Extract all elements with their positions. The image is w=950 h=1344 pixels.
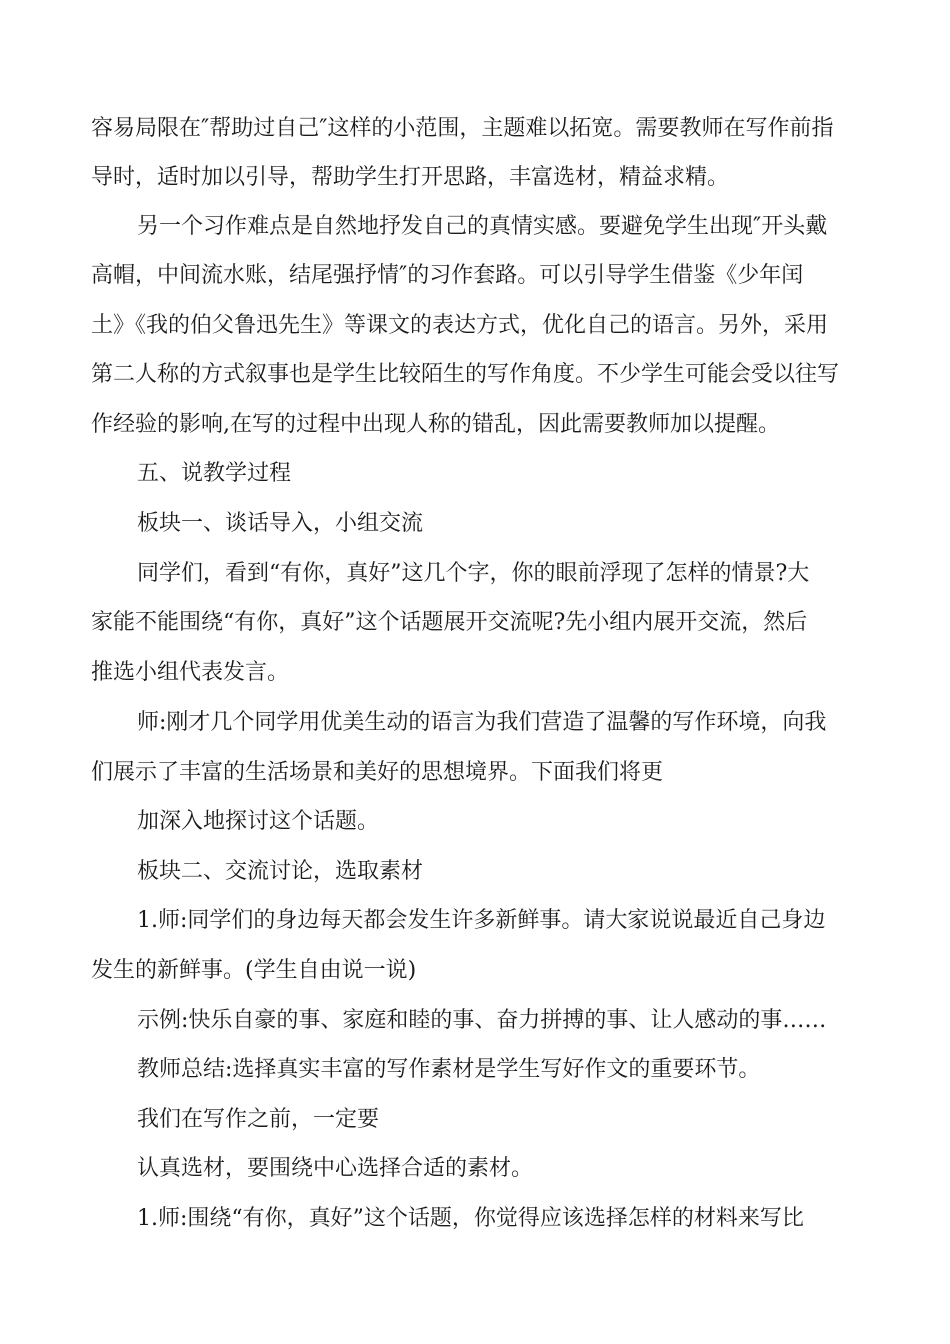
text-line: 第二人称的方式叙事也是学生比较陌生的写作角度。不少学生可能会受以往写 — [91, 362, 840, 387]
paragraph-start: 1.师:同学们的身边每天都会发生许多新鲜事。请大家说说最近自己身边 — [137, 908, 826, 933]
text-line: 发生的新鲜事。(学生自由说一说) — [91, 958, 417, 983]
section-heading: 五、说教学过程 — [137, 461, 292, 486]
paragraph-start: 认真选材，要围绕中心选择合适的素材。 — [137, 1156, 534, 1181]
paragraph-start: 我们在写作之前，一定要 — [137, 1107, 380, 1132]
text-line: 推选小组代表发言。 — [91, 660, 290, 685]
text-line: 作经验的影响,在写的过程中出现人称的错乱，因此需要教师加以提醒。 — [91, 412, 780, 437]
paragraph-start: 同学们，看到“有你，真好”这几个字，你的眼前浮现了怎样的情景?大 — [137, 561, 810, 586]
paragraph-start: 1.师:围绕“有你，真好”这个话题，你觉得应该选择怎样的材料来写比 — [137, 1206, 804, 1231]
text-line: 容易局限在″帮助过自己″这样的小范围，主题难以拓宽。需要教师在写作前指 — [91, 116, 834, 141]
text-line: 家能不能围绕“有你，真好”这个话题展开交流呢?先小组内展开交流，然后 — [91, 610, 808, 635]
subsection-heading: 板块一、谈话导入，小组交流 — [137, 511, 424, 536]
text-line: 们展示了丰富的生活场景和美好的思想境界。下面我们将更 — [91, 760, 664, 785]
paragraph-start: 教师总结:选择真实丰富的写作素材是学生写好作文的重要环节。 — [137, 1057, 761, 1082]
text-line: 土》《我的伯父鲁迅先生》等课文的表达方式，优化自己的语言。另外，采用 — [91, 313, 829, 338]
text-line: 导时，适时加以引导，帮助学生打开思路，丰富选材，精益求精。 — [91, 165, 730, 190]
paragraph-start: 师:刚才几个同学用优美生动的语言为我们营造了温馨的写作环境，向我 — [137, 710, 827, 735]
subsection-heading: 板块二、交流讨论，选取素材 — [137, 859, 424, 884]
paragraph-start: 加深入地探讨这个话题。 — [137, 809, 380, 834]
paragraph-start: 另一个习作难点是自然地抒发自己的真情实感。要避免学生出现″开头戴 — [137, 214, 828, 239]
paragraph-start: 示例:快乐自豪的事、家庭和睦的事、奋力拼搏的事、让人感动的事…… — [137, 1008, 827, 1033]
text-line: 高帽，中间流水账，结尾强抒情″的习作套路。可以引导学生借鉴《少年闰 — [91, 263, 804, 288]
